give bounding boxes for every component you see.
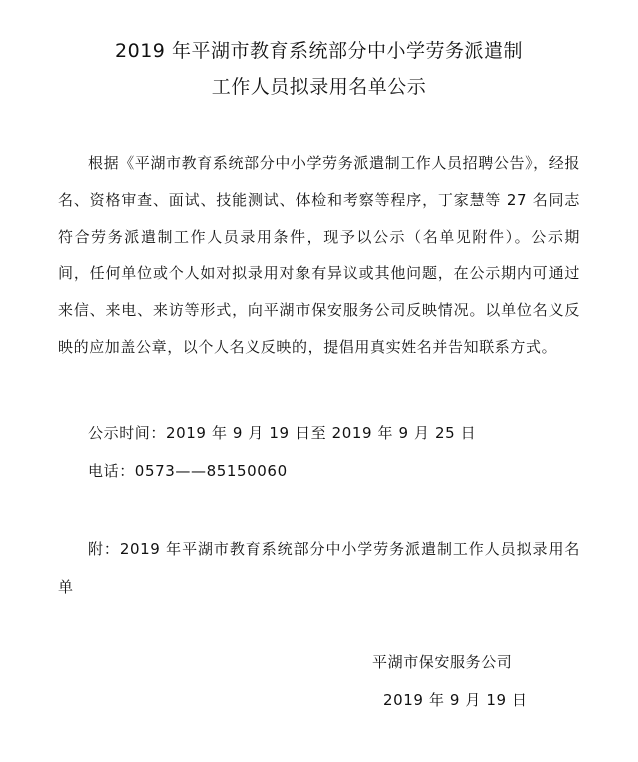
signature-organization: 平湖市保安服务公司: [372, 653, 513, 671]
body-paragraph: 根据《平湖市教育系统部分中小学劳务派遣制工作人员招聘公告》，经报名、资格审查、面试、技能测试、体检和考察等程序，丁家慧等 27 名同志符合劳务派遣制工作人员录用条件，现予以公示（名单见附件）。公示期间，任何单位或个人如对拟录用对象有异议或其他问题，在公示期内可通过来信、来电、来访等形式，向平湖市保安服务公司反映情况。以单位名义反映的应加盖公章，以个人名义反映的，提倡用真实姓名并告知联系方式。: [58, 154, 580, 356]
publicity-period: 公示时间：2019 年 9 月 19 日至 2019 年 9 月 25 日: [88, 424, 477, 442]
title-line-2: 工作人员拟录用名单公示: [211, 76, 427, 98]
signature-date: 2019 年 9 月 19 日: [383, 691, 528, 709]
title-line-1: 2019 年平湖市教育系统部分中小学劳务派遣制: [115, 40, 523, 62]
phone-number: 电话：0573——85150060: [88, 462, 288, 480]
attachment-note: 附：2019 年平湖市教育系统部分中小学劳务派遣制工作人员拟录用名单: [58, 540, 580, 596]
